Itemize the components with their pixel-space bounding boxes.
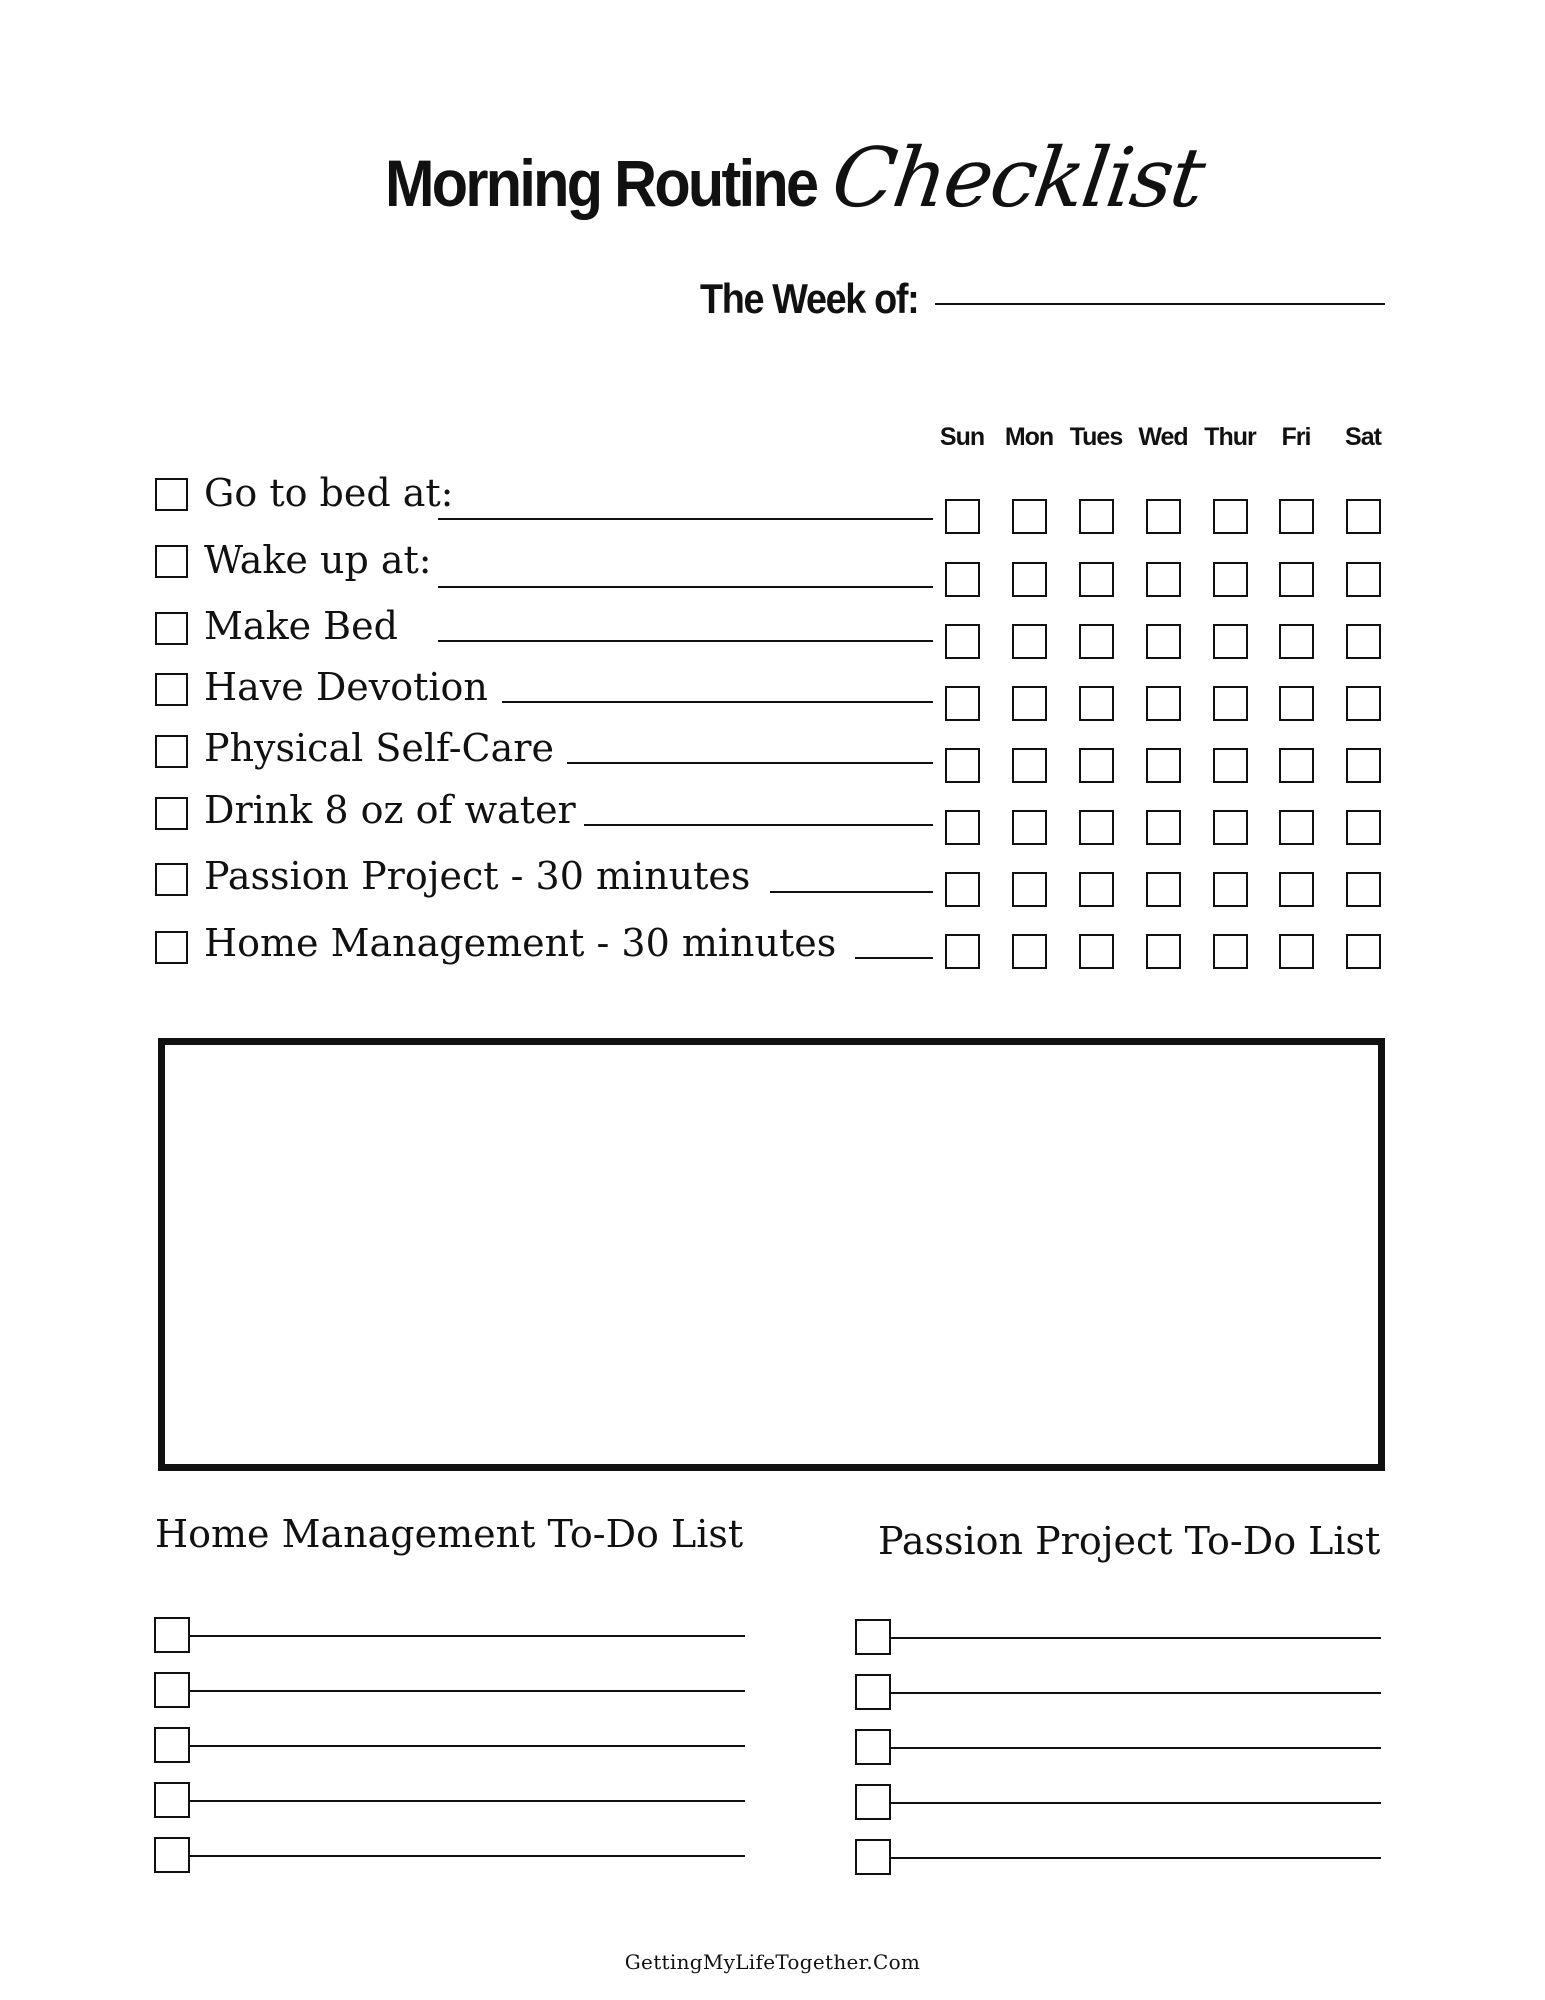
day-checkbox-mon[interactable] <box>1012 810 1047 845</box>
home-management-todo-input-line[interactable] <box>190 1635 745 1637</box>
day-checkbox-sat[interactable] <box>1346 872 1381 907</box>
day-checkbox-sat[interactable] <box>1346 686 1381 721</box>
day-checkbox-sat[interactable] <box>1346 624 1381 659</box>
passion-project-todo-input-line[interactable] <box>891 1637 1381 1639</box>
day-header-thur: Thur <box>1204 423 1256 451</box>
home-management-todo-checkbox[interactable] <box>154 1617 190 1653</box>
routine-checkbox[interactable] <box>155 545 188 578</box>
day-checkbox-tues[interactable] <box>1079 748 1114 783</box>
passion-project-todo-heading: Passion Project To-Do List <box>878 1519 1381 1563</box>
routine-input-line[interactable] <box>770 891 933 893</box>
day-checkbox-fri[interactable] <box>1279 872 1314 907</box>
day-header-fri: Fri <box>1281 423 1311 451</box>
routine-label: Have Devotion <box>204 665 488 709</box>
day-checkbox-fri[interactable] <box>1279 810 1314 845</box>
routine-checkbox[interactable] <box>155 797 188 830</box>
day-checkbox-sun[interactable] <box>945 810 980 845</box>
routine-input-line[interactable] <box>502 701 933 703</box>
day-checkbox-fri[interactable] <box>1279 748 1314 783</box>
day-checkbox-fri[interactable] <box>1279 562 1314 597</box>
day-checkbox-wed[interactable] <box>1146 934 1181 969</box>
home-management-todo-input-line[interactable] <box>190 1855 745 1857</box>
home-management-todo-checkbox[interactable] <box>154 1727 190 1763</box>
day-checkbox-sun[interactable] <box>945 499 980 534</box>
passion-project-todo-input-line[interactable] <box>891 1747 1381 1749</box>
day-checkbox-sun[interactable] <box>945 686 980 721</box>
week-of-input-line[interactable] <box>935 303 1385 305</box>
day-checkbox-tues[interactable] <box>1079 624 1114 659</box>
day-header-wed: Wed <box>1138 423 1188 451</box>
passion-project-todo-checkbox[interactable] <box>855 1619 891 1655</box>
home-management-todo-checkbox[interactable] <box>154 1837 190 1873</box>
home-management-todo-input-line[interactable] <box>190 1690 745 1692</box>
day-checkbox-wed[interactable] <box>1146 810 1181 845</box>
day-header-sun: Sun <box>939 423 985 451</box>
routine-input-line[interactable] <box>438 640 933 642</box>
day-checkbox-fri[interactable] <box>1279 686 1314 721</box>
day-checkbox-tues[interactable] <box>1079 686 1114 721</box>
home-management-todo-input-line[interactable] <box>190 1745 745 1747</box>
routine-label: Go to bed at: <box>204 471 454 515</box>
day-checkbox-thur[interactable] <box>1213 499 1248 534</box>
day-checkbox-thur[interactable] <box>1213 624 1248 659</box>
day-checkbox-wed[interactable] <box>1146 624 1181 659</box>
passion-project-todo-checkbox[interactable] <box>855 1839 891 1875</box>
routine-input-line[interactable] <box>855 957 933 959</box>
day-checkbox-tues[interactable] <box>1079 499 1114 534</box>
routine-checkbox[interactable] <box>155 931 188 964</box>
routine-checkbox[interactable] <box>155 863 188 896</box>
day-checkbox-sun[interactable] <box>945 872 980 907</box>
day-checkbox-sun[interactable] <box>945 934 980 969</box>
page-title: Morning Routine <box>385 146 817 220</box>
day-checkbox-mon[interactable] <box>1012 562 1047 597</box>
passion-project-todo-checkbox[interactable] <box>855 1674 891 1710</box>
page-title-script: Checklist <box>826 131 1209 226</box>
day-header-tues: Tues <box>1069 423 1123 451</box>
day-checkbox-tues[interactable] <box>1079 810 1114 845</box>
routine-label: Physical Self-Care <box>204 726 554 770</box>
day-checkbox-sun[interactable] <box>945 562 980 597</box>
day-checkbox-tues[interactable] <box>1079 562 1114 597</box>
day-checkbox-thur[interactable] <box>1213 934 1248 969</box>
day-checkbox-wed[interactable] <box>1146 499 1181 534</box>
day-checkbox-mon[interactable] <box>1012 934 1047 969</box>
day-checkbox-wed[interactable] <box>1146 872 1181 907</box>
notes-box[interactable] <box>158 1038 1385 1471</box>
routine-input-line[interactable] <box>438 586 933 588</box>
day-checkbox-sat[interactable] <box>1346 934 1381 969</box>
routine-checkbox[interactable] <box>155 673 188 706</box>
day-checkbox-sat[interactable] <box>1346 562 1381 597</box>
passion-project-todo-input-line[interactable] <box>891 1692 1381 1694</box>
day-checkbox-wed[interactable] <box>1146 748 1181 783</box>
routine-input-line[interactable] <box>567 762 933 764</box>
routine-label: Wake up at: <box>204 538 432 582</box>
day-checkbox-wed[interactable] <box>1146 686 1181 721</box>
routine-label: Home Management - 30 minutes <box>204 921 837 965</box>
routine-label: Passion Project - 30 minutes <box>204 854 751 898</box>
routine-label: Make Bed <box>204 604 398 648</box>
week-of-label: The Week of: <box>700 275 919 322</box>
passion-project-todo-input-line[interactable] <box>891 1802 1381 1804</box>
day-header-sat: Sat <box>1345 423 1381 451</box>
passion-project-todo-input-line[interactable] <box>891 1857 1381 1859</box>
routine-checkbox[interactable] <box>155 612 188 645</box>
home-management-todo-heading: Home Management To-Do List <box>155 1512 744 1556</box>
day-header-mon: Mon <box>1004 423 1054 451</box>
day-checkbox-mon[interactable] <box>1012 624 1047 659</box>
passion-project-todo-checkbox[interactable] <box>855 1729 891 1765</box>
day-checkbox-tues[interactable] <box>1079 934 1114 969</box>
day-checkbox-fri[interactable] <box>1279 624 1314 659</box>
day-checkbox-sat[interactable] <box>1346 810 1381 845</box>
day-checkbox-fri[interactable] <box>1279 499 1314 534</box>
routine-input-line[interactable] <box>584 824 933 826</box>
day-checkbox-sat[interactable] <box>1346 499 1381 534</box>
routine-checkbox[interactable] <box>155 478 188 511</box>
home-management-todo-checkbox[interactable] <box>154 1782 190 1818</box>
routine-input-line[interactable] <box>438 518 933 520</box>
routine-label: Drink 8 oz of water <box>204 788 576 832</box>
day-checkbox-sun[interactable] <box>945 748 980 783</box>
passion-project-todo-checkbox[interactable] <box>855 1784 891 1820</box>
day-checkbox-mon[interactable] <box>1012 872 1047 907</box>
routine-checkbox[interactable] <box>155 735 188 768</box>
day-checkbox-wed[interactable] <box>1146 562 1181 597</box>
day-checkbox-thur[interactable] <box>1213 686 1248 721</box>
day-checkbox-mon[interactable] <box>1012 748 1047 783</box>
home-management-todo-checkbox[interactable] <box>154 1672 190 1708</box>
day-checkbox-thur[interactable] <box>1213 810 1248 845</box>
day-checkbox-tues[interactable] <box>1079 872 1114 907</box>
day-checkbox-thur[interactable] <box>1213 872 1248 907</box>
day-checkbox-thur[interactable] <box>1213 562 1248 597</box>
day-checkbox-mon[interactable] <box>1012 499 1047 534</box>
day-checkbox-sun[interactable] <box>945 624 980 659</box>
day-checkbox-thur[interactable] <box>1213 748 1248 783</box>
day-checkbox-mon[interactable] <box>1012 686 1047 721</box>
home-management-todo-input-line[interactable] <box>190 1800 745 1802</box>
day-checkbox-fri[interactable] <box>1279 934 1314 969</box>
footer-website: GettingMyLifeTogether.Com <box>624 1950 921 1974</box>
day-checkbox-sat[interactable] <box>1346 748 1381 783</box>
